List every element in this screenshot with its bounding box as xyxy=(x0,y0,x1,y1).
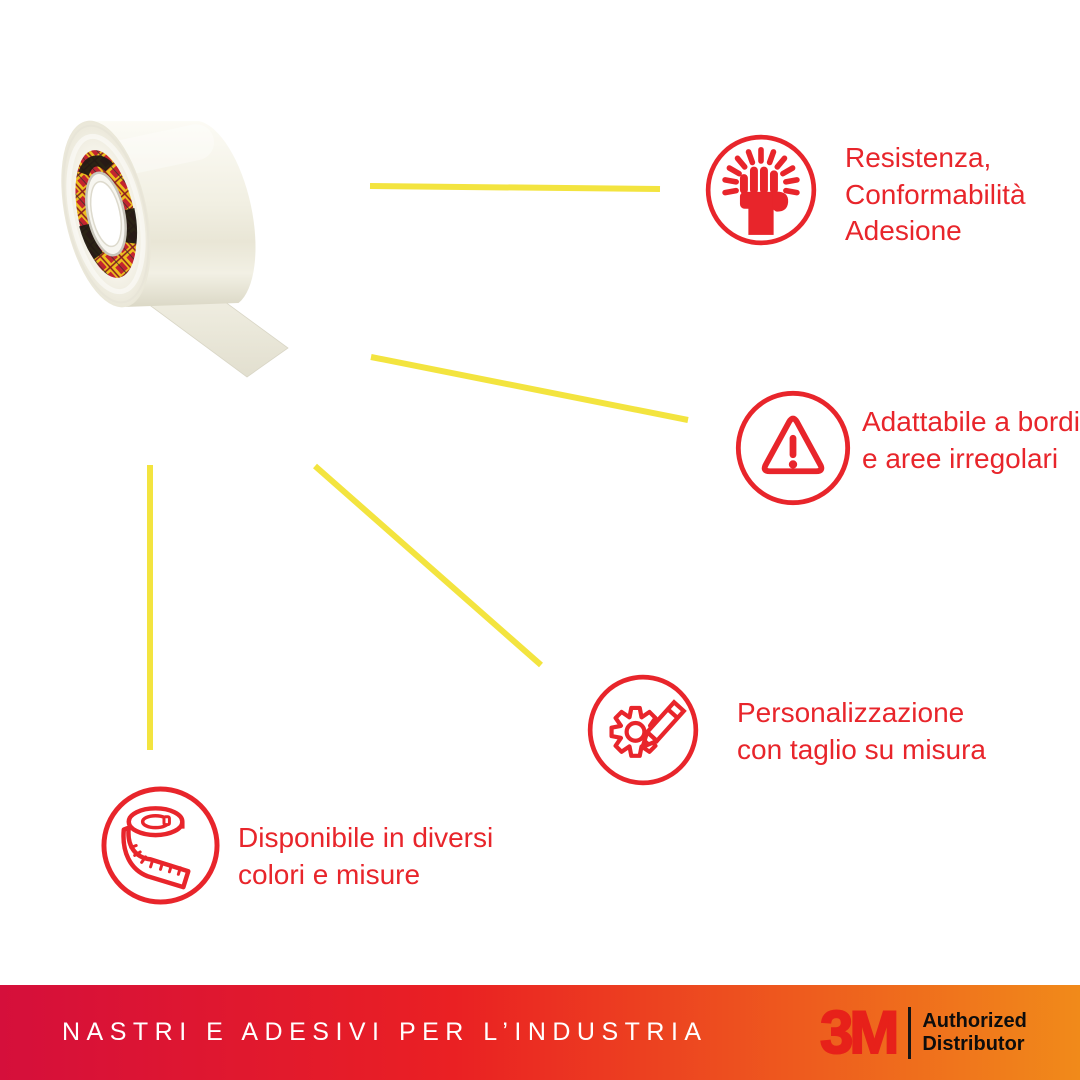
caption-line: Personalizzazione xyxy=(737,697,965,728)
caption-line: colori e misure xyxy=(238,858,421,890)
caption-line: Conformabilità xyxy=(845,178,1026,210)
banner-title: NASTRI E ADESIVI PER L’INDUSTRIA xyxy=(62,1018,708,1046)
badge-line-authorized: Authorized xyxy=(922,1009,1027,1032)
connector-line-custom xyxy=(315,466,541,665)
badge-text-block xyxy=(922,1010,1026,1056)
distributor-badge xyxy=(820,985,1027,1080)
caption-line: Resistenza, xyxy=(845,142,992,173)
fist-rays-icon xyxy=(703,132,819,248)
caption-line: Adesione xyxy=(845,215,962,246)
feature-caption-colors xyxy=(238,820,493,893)
feature-caption-custom xyxy=(737,695,986,768)
connector-line-edges xyxy=(371,357,688,420)
tape-roll-product-image xyxy=(40,93,310,383)
footer-banner xyxy=(0,985,1080,1080)
caption-line: con taglio su misura xyxy=(737,733,987,765)
feature-caption-edges xyxy=(862,404,1080,477)
warning-triangle-icon xyxy=(733,388,853,508)
measuring-tape-icon xyxy=(99,784,222,907)
caption-line: Adattabile a bordi xyxy=(862,406,1080,437)
caption-line: e aree irregolari xyxy=(862,442,1059,474)
caption-line: Disponibile in diversi xyxy=(238,822,494,853)
connector-line-strength xyxy=(370,186,660,189)
badge-line-distributor: Distributor xyxy=(922,1032,1025,1055)
feature-caption-strength xyxy=(845,140,1026,250)
3m-logo: 3M xyxy=(820,998,896,1066)
badge-divider-line xyxy=(908,1007,911,1059)
gear-pencil-icon xyxy=(585,672,701,788)
